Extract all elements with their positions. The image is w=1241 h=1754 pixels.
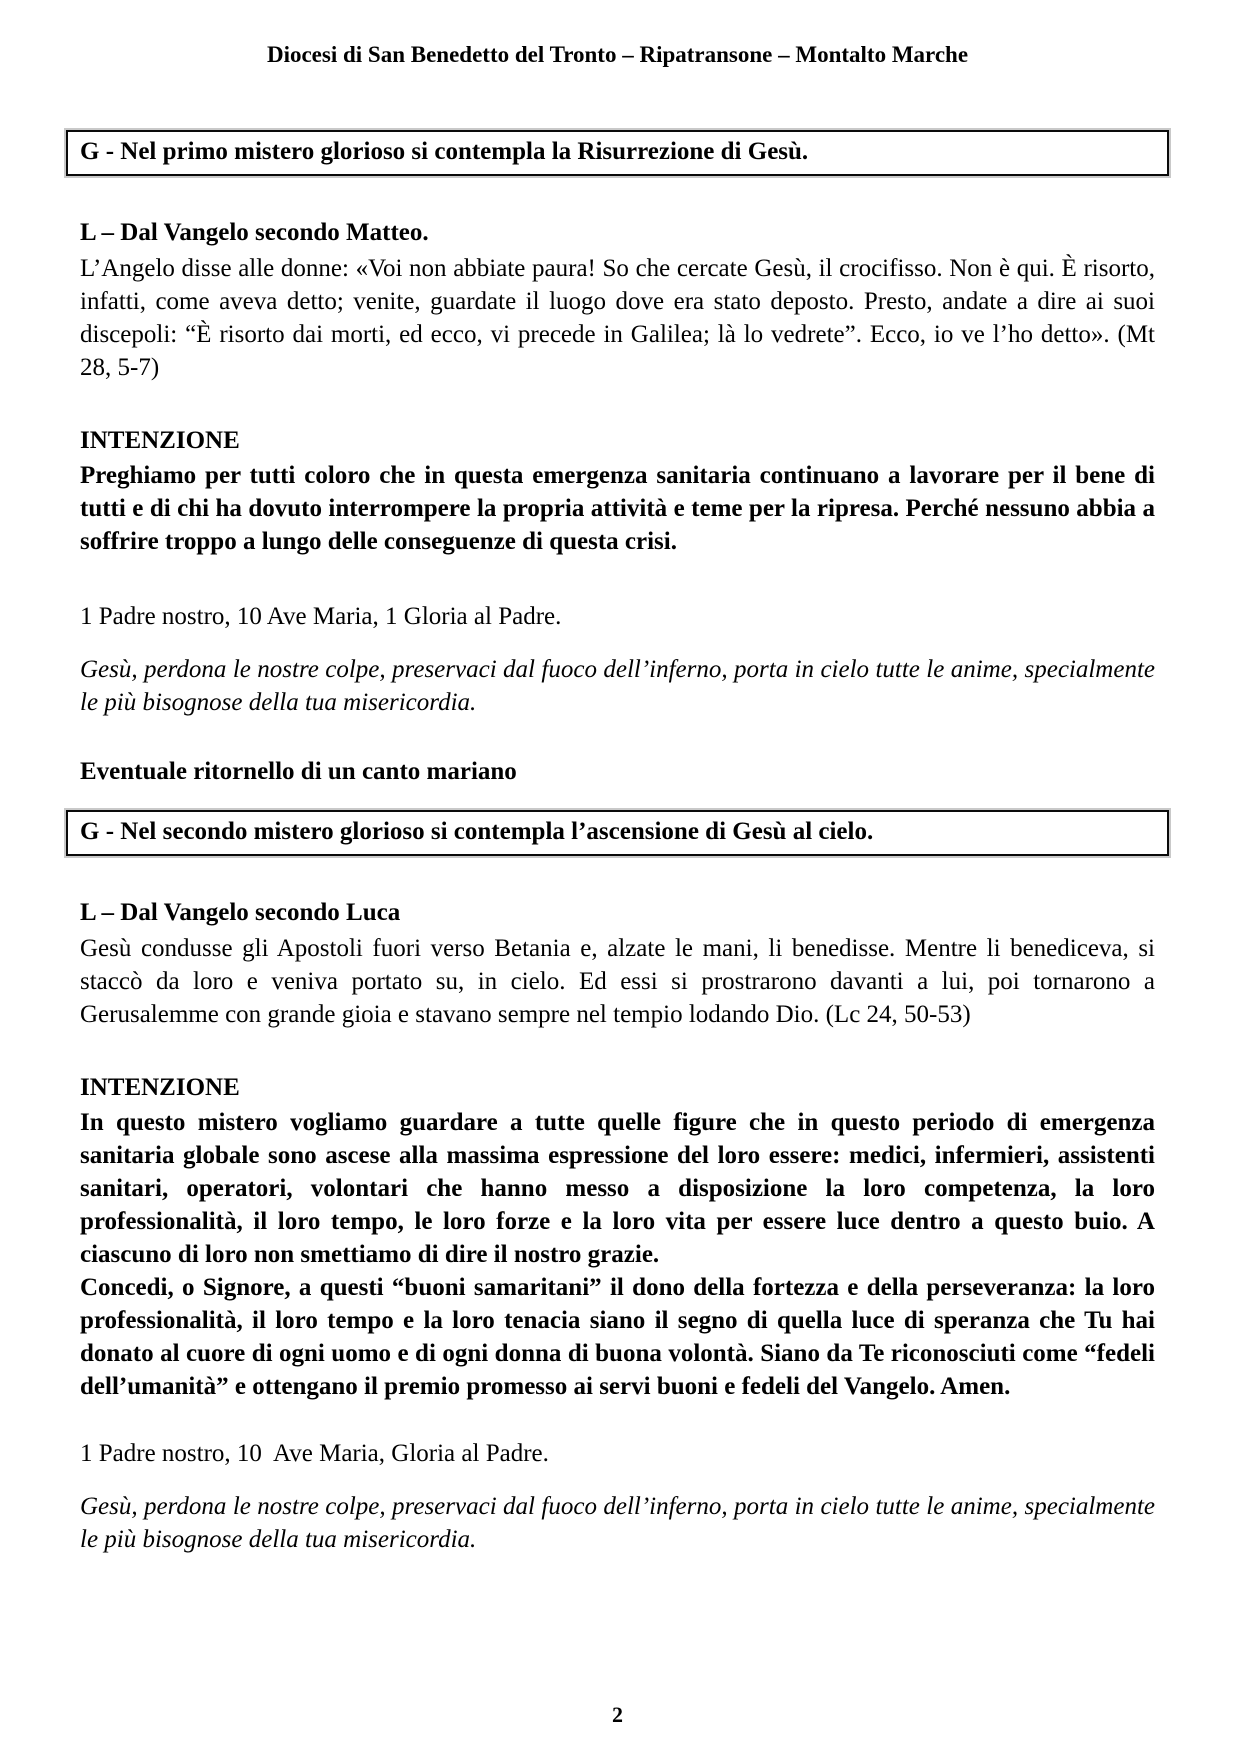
mystery1-intention-heading: INTENZIONE: [80, 427, 240, 454]
page-number: 2: [612, 1702, 623, 1727]
mystery1-gospel-paragraph: L’Angelo disse alle donne: «Voi non abbiate paura! So che cercate Gesù, il crocifisso. Non è qui. È risorto, infatti, come aveva detto; venite, guardate il luogo dove era stato deposto. Presto, andate a dire ai suoi discepoli: “È risorto dai morti, ed ecco, vi precede in Galilea; là lo vedrete”. Ecco, io ve l’ho detto». (Mt 28, 5-7): [80, 255, 1155, 381]
mystery1-rosary-formula: 1 Padre nostro, 10 Ave Maria, 1 Gloria al Padre.: [80, 603, 562, 630]
diocese-header: Diocesi di San Benedetto del Tronto – Ripatransone – Montalto Marche: [266, 42, 969, 67]
mystery2-rosary-formula: 1 Padre nostro, 10 Ave Maria, Gloria al Padre.: [80, 1440, 549, 1467]
mystery2-fatima-prayer: Gesù, perdona le nostre colpe, preservaci dal fuoco dell’inferno, porta in cielo tutte le anime, specialmente le più bisognose della tua misericordia.: [80, 1493, 1155, 1553]
mystery2-gospel-heading: L – Dal Vangelo secondo Luca: [80, 899, 401, 926]
refrain-note: Eventuale ritornello di un canto mariano: [80, 758, 517, 785]
mystery2-intention-paragraph-1: In questo mistero vogliamo guardare a tutte quelle figure che in questo periodo di emergenza sanitaria globale sono ascese alla massima espressione del loro essere: medici, infermieri, assistenti sanitari, operatori, volontari che hanno messo a disposizione la loro competenza, la loro professionalità, il loro tempo, le loro forze e la loro vita per essere luce dentro a questo buio. A ciascuno di loro non smettiamo di dire il nostro grazie.: [80, 1109, 1155, 1268]
mystery2-intention-paragraph-2: Concedi, o Signore, a questi “buoni samaritani” il dono della fortezza e della perseveranza: la loro professionalità, il loro tempo e la loro tenacia siano il segno di quella luce di speranza che Tu hai donato al cuore di ogni uomo e di ogni donna di buona volontà. Siano da Te riconosciuti come “fedeli dell’umanità” e ottengano il premio promesso ai servi buoni e fedeli del Vangelo. Amen.: [80, 1274, 1155, 1400]
mystery2-box-title: G - Nel secondo mistero glorioso si contempla l’ascensione di Gesù al cielo.: [66, 810, 1169, 856]
mystery1-gospel-heading: L – Dal Vangelo secondo Matteo.: [80, 219, 429, 246]
mystery1-intention-paragraph: Preghiamo per tutti coloro che in questa emergenza sanitaria continuano a lavorare per il bene di tutti e di chi ha dovuto interrompere la propria attività e teme per la ripresa. Perché nessuno abbia a soffrire troppo a lungo delle conseguenze di questa crisi.: [80, 462, 1155, 555]
mystery2-gospel-paragraph: Gesù condusse gli Apostoli fuori verso Betania e, alzate le mani, li benedisse. Mentre li benediceva, si staccò da loro e veniva portato su, in cielo. Ed essi si prostrarono davanti a lui, poi tornarono a Gerusalemme con grande gioia e stavano sempre nel tempio lodando Dio. (Lc 24, 50-53): [80, 935, 1155, 1028]
mystery2-intention-heading: INTENZIONE: [80, 1074, 240, 1101]
mystery1-box-title: G - Nel primo mistero glorioso si contempla la Risurrezione di Gesù.: [66, 130, 1169, 176]
mystery1-fatima-prayer: Gesù, perdona le nostre colpe, preservaci dal fuoco dell’inferno, porta in cielo tutte le anime, specialmente le più bisognose della tua misericordia.: [80, 656, 1155, 716]
